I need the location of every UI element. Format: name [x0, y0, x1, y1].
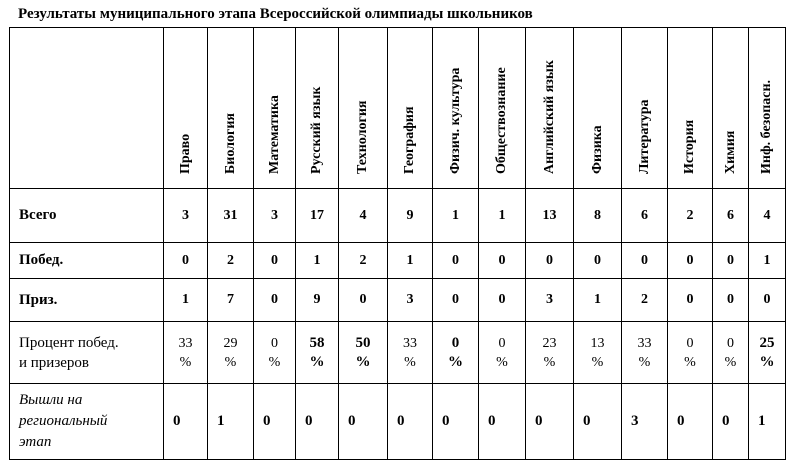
table-cell: 0 [164, 243, 208, 279]
subject-header: Инф. безопасн. [759, 79, 774, 174]
table-cell: 0 [479, 243, 526, 279]
table-cell: 0 [433, 243, 479, 279]
table-cell: 0 [479, 384, 526, 460]
table-cell: 3 [254, 189, 296, 243]
table-cell: 0 [339, 279, 388, 322]
row-prize [10, 279, 786, 322]
table-cell: 0 [254, 279, 296, 322]
table-cell [254, 322, 296, 384]
table-cell: 0 [296, 384, 339, 460]
percent-unit: % [543, 354, 556, 370]
table-cell: 0 [668, 279, 713, 322]
table-cell: 0 [339, 384, 388, 460]
table-cell: 0 [254, 243, 296, 279]
table-cell: 0 [526, 243, 574, 279]
percent-value: 0 [271, 335, 278, 351]
regional-label-line: региональный [19, 413, 108, 429]
table-cell [574, 322, 622, 384]
header-corner [10, 28, 164, 189]
row-winners [10, 243, 786, 279]
table-cell: 0 [388, 384, 433, 460]
percent-value: 0 [727, 335, 734, 351]
subject-header: Биология [222, 113, 238, 174]
table-cell: 1 [433, 189, 479, 243]
subject-header: Химия [722, 130, 738, 174]
percent-value: 50 [355, 334, 371, 351]
table-cell: 3 [526, 279, 574, 322]
results-table [9, 27, 786, 460]
subject-header: Физич. культура [447, 67, 463, 174]
table-cell [668, 322, 713, 384]
table-cell: 2 [668, 189, 713, 243]
table-cell: 0 [479, 279, 526, 322]
percent-value: 33 [637, 335, 652, 351]
table-cell [433, 322, 479, 384]
table-cell: 0 [433, 279, 479, 322]
percent-unit: % [355, 353, 371, 370]
table-cell [296, 322, 339, 384]
subject-header: Английский язык [541, 60, 557, 174]
percent-value: 25 [759, 334, 775, 351]
table-cell [164, 322, 208, 384]
row-label-percent [10, 322, 164, 384]
percent-unit: % [496, 354, 508, 370]
percent-unit: % [448, 353, 463, 370]
page-title: Результаты муниципального этапа Всероссийской олимпиады школьников [18, 6, 533, 22]
table-cell: 2 [339, 243, 388, 279]
percent-value: 0 [498, 335, 506, 351]
percent-value: 58 [309, 334, 325, 351]
table-cell [622, 322, 668, 384]
subject-header: Русский язык [309, 86, 324, 174]
percent-value: 33 [403, 335, 417, 351]
table-cell: 1 [749, 243, 786, 279]
table-cell: 9 [296, 279, 339, 322]
percent-unit: % [309, 353, 325, 370]
table-cell: 0 [749, 279, 786, 322]
regional-label-line: Вышли на [19, 392, 83, 408]
row-total [10, 189, 786, 243]
table-cell: 3 [388, 279, 433, 322]
percent-value: 0 [686, 335, 694, 351]
table-cell: 1 [479, 189, 526, 243]
subject-header: История [682, 119, 697, 174]
row-percent [10, 322, 786, 384]
percent-value: 33 [178, 335, 193, 351]
percent-unit: % [638, 354, 651, 370]
subject-header: Литература [636, 99, 652, 174]
table-cell: 4 [749, 189, 786, 243]
table-cell [388, 322, 433, 384]
table-cell: 4 [339, 189, 388, 243]
table-cell: 2 [208, 243, 254, 279]
table-cell: 1 [208, 384, 254, 460]
subject-header: Обществознание [494, 67, 509, 174]
header-row [10, 28, 786, 189]
table-cell: 0 [574, 384, 622, 460]
table-cell: 0 [622, 243, 668, 279]
percent-unit: % [404, 354, 416, 370]
percent-unit: % [724, 354, 737, 370]
percent-label-line: и призеров [19, 354, 89, 371]
table-cell [208, 322, 254, 384]
percent-label-line: Процент побед. [19, 334, 119, 351]
table-cell: 0 [254, 384, 296, 460]
table-cell: 1 [164, 279, 208, 322]
table-cell: 0 [433, 384, 479, 460]
table-cell: 1 [749, 384, 786, 460]
subject-header: География [402, 106, 417, 174]
percent-unit: % [179, 354, 192, 370]
table-cell: 3 [622, 384, 668, 460]
table-cell [339, 322, 388, 384]
table-cell: 0 [574, 243, 622, 279]
table-cell: 2 [622, 279, 668, 322]
percent-unit: % [759, 353, 775, 370]
table-cell: 0 [526, 384, 574, 460]
percent-unit: % [268, 354, 281, 370]
table-cell: 13 [526, 189, 574, 243]
table-cell [526, 322, 574, 384]
table-cell [479, 322, 526, 384]
table-cell: 1 [574, 279, 622, 322]
table-cell: 0 [164, 384, 208, 460]
table-cell: 0 [713, 279, 749, 322]
table-cell: 3 [164, 189, 208, 243]
table-cell: 0 [668, 384, 713, 460]
table-cell: 1 [388, 243, 433, 279]
regional-label-line: этап [19, 434, 52, 450]
table-cell: 0 [668, 243, 713, 279]
table-cell: 1 [296, 243, 339, 279]
subject-header: Физика [589, 125, 605, 174]
table-cell [713, 322, 749, 384]
subject-header: Технология [355, 100, 370, 174]
table-cell: 8 [574, 189, 622, 243]
table-cell: 31 [208, 189, 254, 243]
percent-unit: % [224, 354, 237, 370]
percent-value: 29 [223, 335, 238, 351]
row-regional [10, 384, 786, 460]
row-label-winners: Побед. [10, 243, 164, 279]
table-cell: 9 [388, 189, 433, 243]
percent-value: 13 [590, 335, 605, 351]
row-label-prize: Приз. [10, 279, 164, 322]
table-cell [749, 322, 786, 384]
table-cell: 17 [296, 189, 339, 243]
percent-unit: % [591, 354, 604, 370]
table-cell: 0 [713, 243, 749, 279]
percent-value: 23 [542, 335, 557, 351]
table-cell: 6 [713, 189, 749, 243]
table-cell: 7 [208, 279, 254, 322]
percent-unit: % [684, 354, 696, 370]
subject-header: Математика [266, 95, 282, 174]
percent-value: 0 [451, 334, 460, 351]
subject-header: Право [177, 133, 193, 174]
table-cell: 0 [713, 384, 749, 460]
row-label-regional [10, 384, 164, 460]
table-cell: 6 [622, 189, 668, 243]
row-label-total: Всего [10, 189, 164, 243]
